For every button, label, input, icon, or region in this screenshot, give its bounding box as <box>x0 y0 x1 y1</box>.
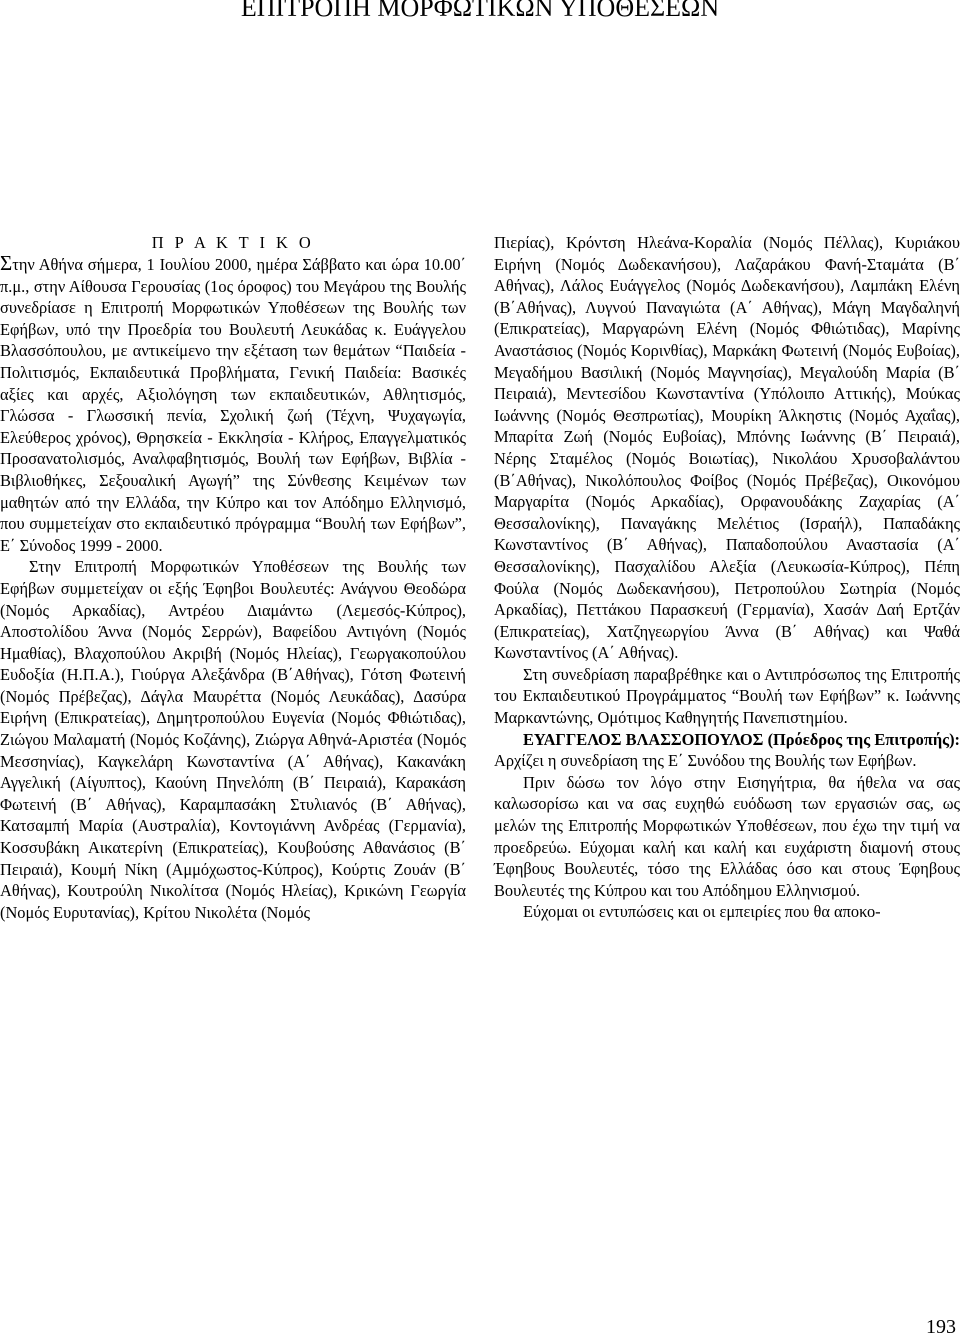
drop-initial: Σ <box>0 251 13 275</box>
speech-paragraph-2: Εύχομαι οι εντυπώσεις και οι εμπειρίες που θα αποκο- <box>523 902 881 922</box>
participants-continued: Πιερίας), Κρόντση Ηλεάνα-Κοραλία (Νομός Πέλλας), Κυριάκου Ειρήνη (Νομός Δωδεκανήσου), Λαζαράκου Φανή-Σταμάτα (Β΄ Αθήνας), Λάλος Ευάγγελος (Νομός Δωδεκανήσου), Λαμπάκη Ελένη (Β΄Αθήνας), Λυγνού Παναγιώτα (Α΄ Αθήνας), Μάγη Μαγδαληνή (Επικρατείας), Μαργαρώνη Ελένη (Νομός Φθιώτιδας), Μαρίνης Αναστάσιος (Νομός Κορινθίας), Μαρκάκη Φωτεινή (Νομός Ευβοίας), Μεγαδήμου Βασιλική (Νομός Μαγνησίας), Μεγαλούδη Μαρία (Β΄ Πειραιά), Μεντεσίδου Κωνσταντίνα (Υπόλοιπο Αττικής), Μούκας Ιωάννης (Νομός Θεσπρωτίας), Μουρίκη Άλκηστις (Νομός Αχαΐας), Μπαρίτα Ζωή (Νομός Ευβοίας), Μπόνης Ιωάννης (Β΄ Πειραιά), Νέρης Σταμέλος (Νομός Βοιωτίας), Νικολάου Χρυσοβαλάντου (Β΄Αθήνας), Νικολόπουλος Φοίβος (Νομός Πρέβεζας), Οικονόμου Μαργαρίτα (Νομός Αρκαδίας), Ορφανουδάκης Ζαχαρίας (Α΄ Θεσσαλονίκης), Παναγάκης Μελέτιος (Ισραήλ), Παπαδάκης Κωνσταντίνος (Β΄ Αθήνας), Παπαδοπούλου Αναστασία (Α΄ Θεσσαλονίκης), Πασχαλίδου Αλεξία (Λευκωσία-Κύπρος), Πέπη Φούλα (Νομός Δωδεκανήσου), Πετροπούλου Σωτηρία (Νομός Αρκαδίας), Πεττάκου Παρασκευή (Γερμανία), Χασάν Δαή Ερτζάν (Επικρατείας), Χατζηγεωργίου Άννα (Β΄ Αθήνας) και Ψαθά Κωνσταντίνος (Α΄ Αθήνας). <box>494 233 960 663</box>
speech-paragraph-1: Πριν δώσω τον λόγο στην Εισηγήτρια, θα ήθελα να σας καλωσορίσω και να σας ευχηθώ ευόδωση των εργασιών σας, ως μελών της Επιτροπής Μορφωτικών Υποθέσεων, που έχω την τιμή να προεδρεύω. Εύχομαι καλή και καλή και ευχάριστη διαμονή στους Έφηβους Βουλευτές, τόσο της Ελλάδας όσο και στους Έφηβους Βουλευτές της Κύπρου και του Απόδημου Ελληνισμού. <box>494 772 960 900</box>
intro-paragraph <box>0 251 466 556</box>
speaker-paragraph <box>494 729 960 772</box>
right-column <box>494 232 960 923</box>
minutes-heading: Π Ρ Α Κ Τ Ι Κ Ο <box>151 233 315 252</box>
page-title: ΕΠΙΤΡΟΠΗ ΜΟΡΦΩΤΙΚΩΝ ΥΠΟΘΕΣΕΩΝ <box>240 0 720 22</box>
participants-paragraph: Στην Επιτροπή Μορφωτικών Υποθέσεων της Βουλής των Εφήβων συμμετείχαν οι εξής Έφηβοι Βουλευτές: Ανάγνου Θεοδώρα (Νομός Αρκαδίας), Αντρέου Διαμάντω (Λεμεσός-Κύπρος), Αποστολίδου Άννα (Νομός Σερρών), Βαφείδου Αντιγόνη (Νομός Ημαθίας), Βλαχοπούλου Ακριβή (Νομός Ηλείας), Γεωργακοπούλου Ευδοξία (Η.Π.Α.), Γιούργα Αλεξάνδρα (Β΄Αθήνας), Γότση Φωτεινή (Νομός Πρέβεζας), Δάγλα Μαυρέττα (Νομός Λευκάδας), Δασύρα Ειρήνη (Επικρατείας), Δημητροπούλου Ευγενία (Νομός Φθιώτιδας), Ζιώγου Μαλαματή (Νομός Κοζάνης), Ζιώργα Αθηνά-Αριστέα (Νομός Μεσσηνίας), Καγκελάρη Κωνσταντίνα (Α΄ Αθήνας), Κακανάκη Αγγελική (Αίγυπτος), Καούνη Πηνελόπη (Β΄ Πειραιά), Καρακάση Φωτεινή (Β΄ Αθήνας), Καραμπασάκη Στυλιανός (Β΄ Αθήνας), Κατσαμπή Μαρία (Αυστραλία), Κοντογιάννη Ανδρέας (Γερμανία), Κοσσυβάκη Αικατερίνη (Επικρατείας), Κουβούσης Αθανάσιος (Β΄ Πειραιά), Κουμή Νίκη (Αμμόχωστος-Κύπρος), Κούρτις Ζουάν (Β΄ Αθήνας), Κουτρούλη Νικολίτσα (Νομός Ηλείας), Κρικώνη Γεωργία (Νομός Ευρυτανίας), Κρίτου Νικολέτα (Νομός <box>0 557 466 922</box>
page-number: 193 <box>926 1316 956 1338</box>
intro-text: την Αθήνα σήμερα, 1 Ιουλίου 2000, ημέρα Σάββατο και ώρα 10.00΄ π.μ., στην Αίθουσα Γερουσίας (1ος όροφος) του Μεγάρου της Βουλής συνεδρίασε η Επιτροπή Μορφωτικών Υποθέσεων της Βουλής των Εφήβων, υπό την Προεδρία του Βουλευτή Λευκάδας κ. Ευάγγελου Βλασσόπουλου, με αντικείμενο την εξέταση των θεμάτων “Παιδεία - Πολιτισμός, Εκπαιδευτικά Προβλήματα, Γενική Παιδεία: Βασικές αξίες και αρχές, Αξιολόγηση των εκπαιδευτικών, Αθλητισμός, Γλώσσα - Γλωσσική πενία, Σχολική ζωή (Τέχνη, Ψυχαγωγία, Ελεύθερος χρόνος), Θρησκεία - Εκκλησία - Κλήρος, Επαγγελματικός Προσανατολισμός, Αναλφαβητισμός, Βουλή των Εφήβων, Βιβλία - Βιβλιοθήκες, Σεξουαλική Αγωγή” της Σύνθεσης Κειμένων των μαθητών από την Ελλάδα, την Κύπρο και τον Απόδημο Ελληνισμό, που συμμετείχαν στο εκπαιδευτικό πρόγραμμα “Βουλή των Εφήβων”, Ε΄ Σύνοδος 1999 - 2000. <box>0 255 466 555</box>
representative-paragraph: Στη συνεδρίαση παραβρέθηκε και ο Αντιπρόσωπος της Επιτροπής του Εκπαιδευτικού Προγράμματος “Βουλή των Εφήβων” κ. Ιωάννης Μαρκαντώνης, Ομότιμος Καθηγητής Πανεπιστημίου. <box>494 664 960 728</box>
left-column <box>0 232 466 923</box>
speaker-label: ΕΥΑΓΓΕΛΟΣ ΒΛΑΣΣΟΠΟΥΛΟΣ (Πρόεδρος της Επιτροπής): <box>523 729 960 749</box>
speaker-text: Αρχίζει η συνεδρίαση της Ε΄ Συνόδου της Βουλής των Εφήβων. <box>494 751 917 771</box>
